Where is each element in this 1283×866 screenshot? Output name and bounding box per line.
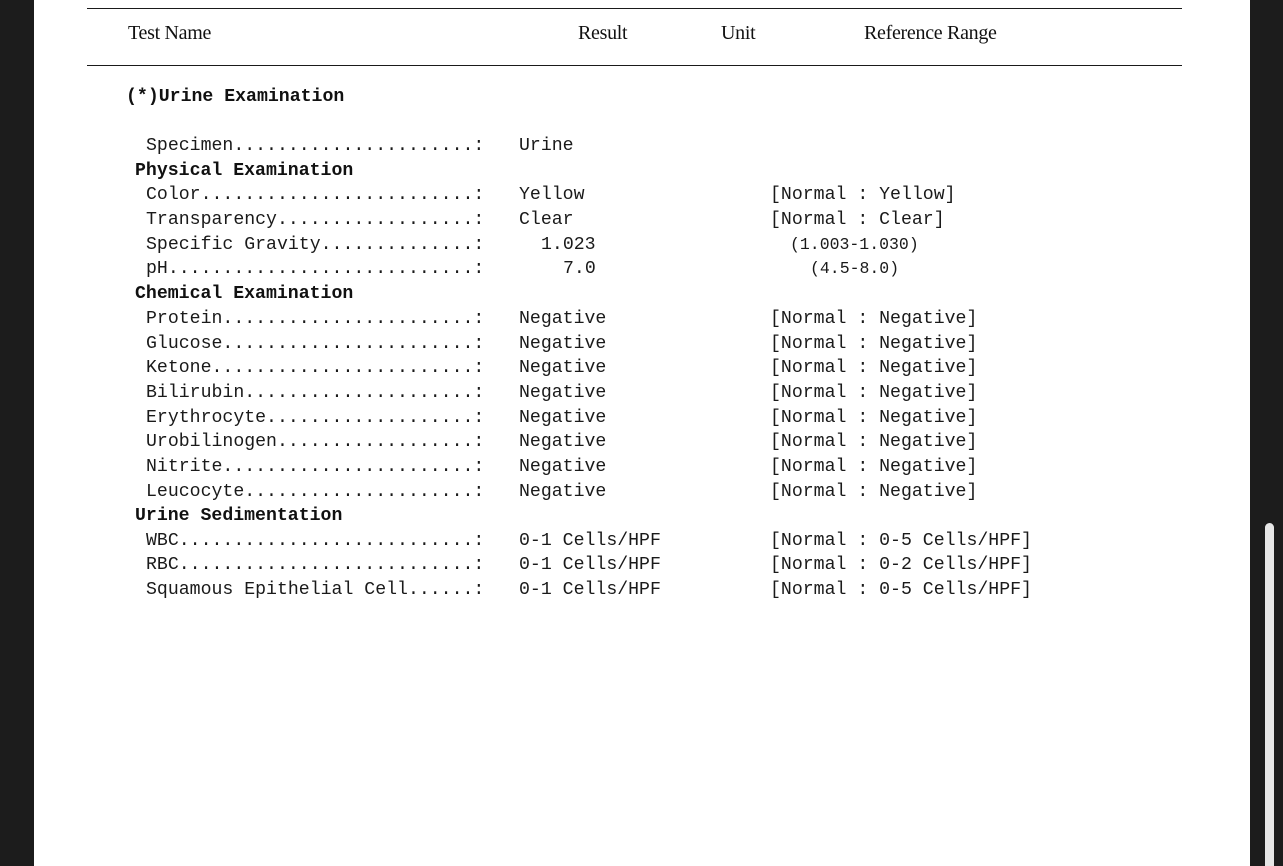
chemical-examination-title: Chemical Examination	[135, 284, 354, 304]
report-page	[34, 0, 1250, 866]
wbc-label: WBC...........................:	[146, 531, 485, 551]
header-bottom-rule	[87, 65, 1182, 66]
ph-label: pH............................:	[146, 259, 485, 279]
nitrite-reference: [Normal : Negative]	[770, 457, 978, 477]
urobilinogen-result: Negative	[519, 432, 607, 452]
urobilinogen-label: Urobilinogen..................:	[146, 432, 485, 452]
column-header-unit: Unit	[721, 22, 756, 44]
ph-reference: (4.5-8.0)	[810, 259, 900, 278]
leucocyte-result: Negative	[519, 482, 607, 502]
glucose-result: Negative	[519, 334, 607, 354]
protein-reference: [Normal : Negative]	[770, 309, 978, 329]
ketone-reference: [Normal : Negative]	[770, 358, 978, 378]
glucose-label: Glucose.......................:	[146, 334, 485, 354]
rbc-reference: [Normal : 0-2 Cells/HPF]	[770, 555, 1032, 575]
ketone-label: Ketone........................:	[146, 358, 485, 378]
specific-gravity-reference: (1.003-1.030)	[790, 235, 919, 254]
color-reference: [Normal : Yellow]	[770, 185, 956, 205]
squamous-epithelial-cell-reference: [Normal : 0-5 Cells/HPF]	[770, 580, 1032, 600]
nitrite-result: Negative	[519, 457, 607, 477]
transparency-reference: [Normal : Clear]	[770, 210, 945, 230]
specific-gravity-result: 1.023	[541, 235, 596, 255]
bilirubin-label: Bilirubin.....................:	[146, 383, 485, 403]
color-label: Color.........................:	[146, 185, 485, 205]
urine-sedimentation-title: Urine Sedimentation	[135, 506, 343, 526]
specimen-value: Urine	[519, 136, 574, 156]
bilirubin-result: Negative	[519, 383, 607, 403]
color-result: Yellow	[519, 185, 585, 205]
urobilinogen-reference: [Normal : Negative]	[770, 432, 978, 452]
section-title-urine-examination: (*)Urine Examination	[126, 87, 345, 107]
specimen-label: Specimen......................:	[146, 136, 485, 156]
transparency-label: Transparency..................:	[146, 210, 485, 230]
physical-examination-title: Physical Examination	[135, 161, 354, 181]
transparency-result: Clear	[519, 210, 574, 230]
column-header-result: Result	[578, 22, 628, 44]
squamous-epithelial-cell-label: Squamous Epithelial Cell......:	[146, 580, 485, 600]
rbc-label: RBC...........................:	[146, 555, 485, 575]
squamous-epithelial-cell-result: 0-1 Cells/HPF	[519, 580, 661, 600]
column-header-reference-range: Reference Range	[864, 22, 997, 44]
specific-gravity-label: Specific Gravity..............:	[146, 235, 485, 255]
header-top-rule	[87, 8, 1182, 9]
ketone-result: Negative	[519, 358, 607, 378]
leucocyte-label: Leucocyte.....................:	[146, 482, 485, 502]
scrollbar-thumb[interactable]	[1265, 523, 1274, 866]
rbc-result: 0-1 Cells/HPF	[519, 555, 661, 575]
nitrite-label: Nitrite.......................:	[146, 457, 485, 477]
protein-result: Negative	[519, 309, 607, 329]
erythrocyte-label: Erythrocyte...................:	[146, 408, 485, 428]
erythrocyte-result: Negative	[519, 408, 607, 428]
bilirubin-reference: [Normal : Negative]	[770, 383, 978, 403]
glucose-reference: [Normal : Negative]	[770, 334, 978, 354]
column-header-test-name: Test Name	[128, 22, 212, 44]
wbc-result: 0-1 Cells/HPF	[519, 531, 661, 551]
ph-result: 7.0	[563, 259, 596, 279]
erythrocyte-reference: [Normal : Negative]	[770, 408, 978, 428]
wbc-reference: [Normal : 0-5 Cells/HPF]	[770, 531, 1032, 551]
protein-label: Protein.......................:	[146, 309, 485, 329]
leucocyte-reference: [Normal : Negative]	[770, 482, 978, 502]
